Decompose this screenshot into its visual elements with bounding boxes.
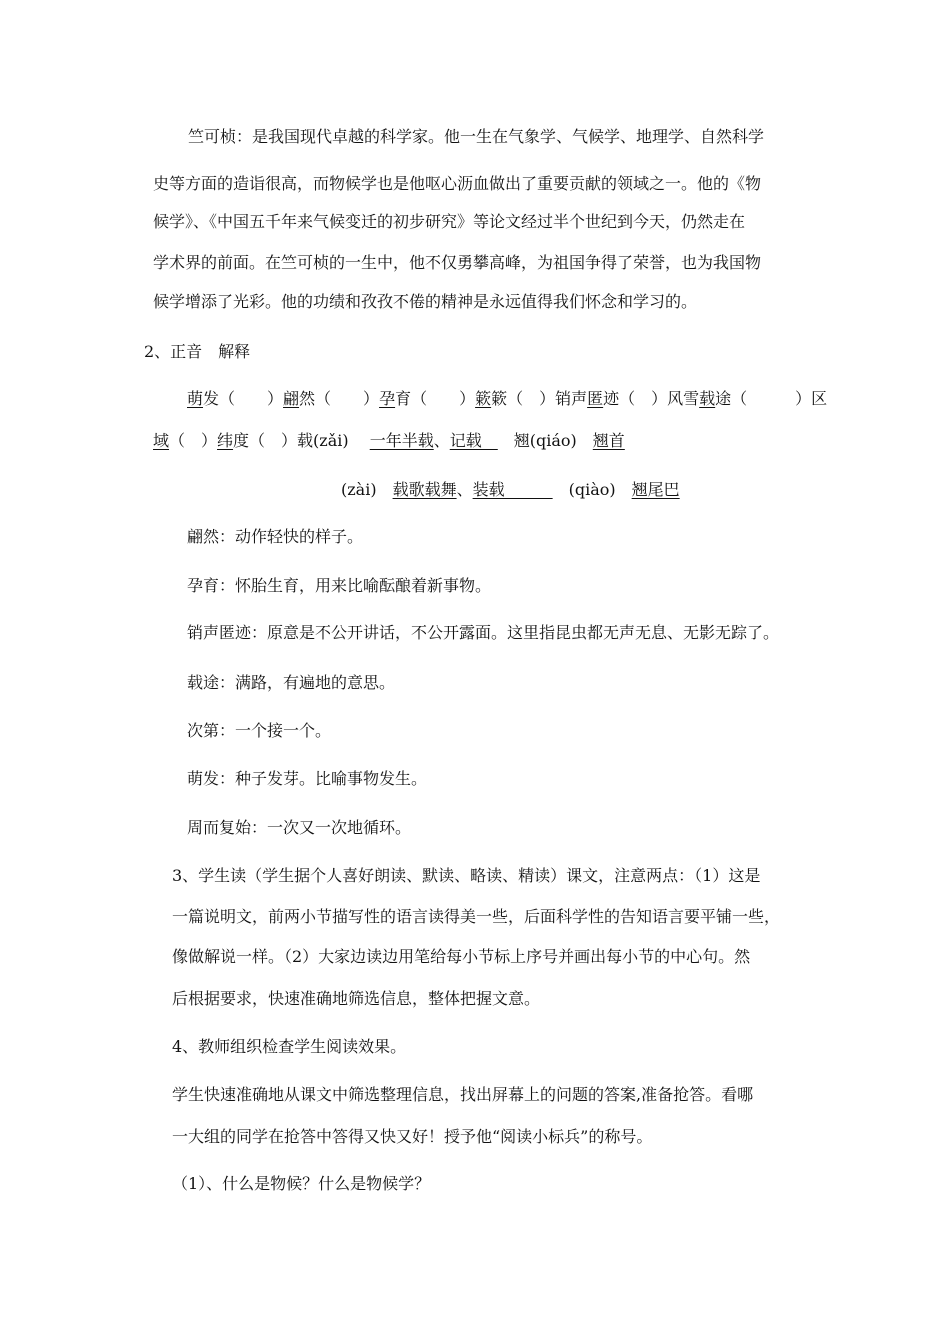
underlined-word: 载歌载舞 bbox=[392, 480, 457, 499]
underlined-word: 记载 bbox=[449, 431, 498, 450]
pronunciation-text: 簌（ ）销声 bbox=[491, 389, 588, 408]
pronunciation-text: 迹（ ）风雪 bbox=[603, 389, 700, 408]
intro-line-4: 学术界的前面。在竺可桢的一生中，他不仅勇攀高峰，为祖国争得了荣誉，也为我国物 bbox=[153, 253, 762, 272]
underlined-word: 域 bbox=[153, 431, 170, 450]
section4-heading: 4、教师组织检查学生阅读效果。 bbox=[172, 1037, 407, 1056]
section3-line-3: 像做解说一样。（2）大家边读边用笔给每小节标上序号并画出每小节的中心句。然 bbox=[172, 947, 751, 966]
pronunciation-text: 然（ ） bbox=[299, 389, 380, 408]
underlined-word: 载 bbox=[699, 389, 716, 408]
underlined-word: 簌 bbox=[475, 389, 492, 408]
underlined-word: 翘尾巴 bbox=[631, 480, 680, 499]
pronunciation-row-2 bbox=[153, 431, 625, 451]
section3-line-1: 3、学生读（学生据个人喜好朗读、默读、略读、精读）课文，注意两点：（1）这是 bbox=[172, 866, 761, 885]
pronunciation-text: 育（ ） bbox=[395, 389, 476, 408]
section2-heading: 2、正音 解释 bbox=[144, 342, 251, 361]
question-1: （1）、什么是物候？什么是物候学？ bbox=[172, 1174, 431, 1193]
underlined-word: 装载 bbox=[472, 480, 553, 499]
definition-item: 销声匿迹：原意是不公开讲话，不公开露面。这里指昆虫都无声无息、无影无踪了。 bbox=[187, 623, 780, 642]
pronunciation-text: 途（ ）区 bbox=[715, 389, 828, 408]
pronunciation-row-1 bbox=[187, 389, 827, 409]
section3-line-2: 一篇说明文，前两小节描写性的语言读得美一些，后面科学性的告知语言要平铺一些， bbox=[172, 907, 781, 926]
pronunciation-text: 度（ ）载(zǎi) bbox=[233, 431, 370, 450]
pronunciation-text: 、 bbox=[433, 431, 450, 450]
pronunciation-text: 发（ ） bbox=[203, 389, 284, 408]
intro-line-1: 竺可桢：是我国现代卓越的科学家。他一生在气象学、气候学、地理学、自然科学 bbox=[188, 127, 765, 146]
underlined-word: 翩 bbox=[283, 389, 300, 408]
underlined-word: 孕 bbox=[379, 389, 396, 408]
pronunciation-text: 、 bbox=[456, 480, 473, 499]
intro-line-2: 史等方面的造诣很高，而物候学也是他呕心沥血做出了重要贡献的领域之一。他的《物 bbox=[153, 174, 762, 193]
definition-item: 周而复始：一次又一次地循环。 bbox=[187, 818, 412, 837]
section4-line-2: 一大组的同学在抢答中答得又快又好！授予他“阅读小标兵”的称号。 bbox=[172, 1127, 653, 1146]
definition-item: 翩然：动作轻快的样子。 bbox=[187, 527, 364, 546]
intro-line-3: 候学》、《中国五千年来气候变迁的初步研究》等论文经过半个世纪到今天，仍然走在 bbox=[153, 212, 746, 231]
underlined-word: 匿 bbox=[587, 389, 604, 408]
definition-item: 次第：一个接一个。 bbox=[187, 721, 332, 740]
pronunciation-text: (zài) bbox=[341, 480, 393, 499]
section4-line-1: 学生快速准确地从课文中筛选整理信息，找出屏幕上的问题的答案,准备抢答。看哪 bbox=[172, 1085, 754, 1104]
pronunciation-text: (qiào) bbox=[552, 480, 632, 499]
underlined-word: 一年半载 bbox=[369, 431, 434, 450]
pronunciation-text: （ ） bbox=[169, 431, 218, 450]
underlined-word: 纬 bbox=[217, 431, 234, 450]
definition-item: 载途：满路，有遍地的意思。 bbox=[187, 673, 396, 692]
definition-item: 萌发：种子发芽。比喻事物发生。 bbox=[187, 769, 428, 788]
section3-line-4: 后根据要求，快速准确地筛选信息，整体把握文意。 bbox=[172, 989, 541, 1008]
pronunciation-text: 翘(qiáo) bbox=[497, 431, 593, 450]
underlined-word: 翘首 bbox=[592, 431, 625, 450]
pronunciation-row-3 bbox=[341, 480, 680, 500]
definition-item: 孕育：怀胎生育，用来比喻酝酿着新事物。 bbox=[187, 576, 492, 595]
underlined-word: 萌 bbox=[187, 389, 204, 408]
intro-line-5: 候学增添了光彩。他的功绩和孜孜不倦的精神是永远值得我们怀念和学习的。 bbox=[153, 292, 698, 311]
